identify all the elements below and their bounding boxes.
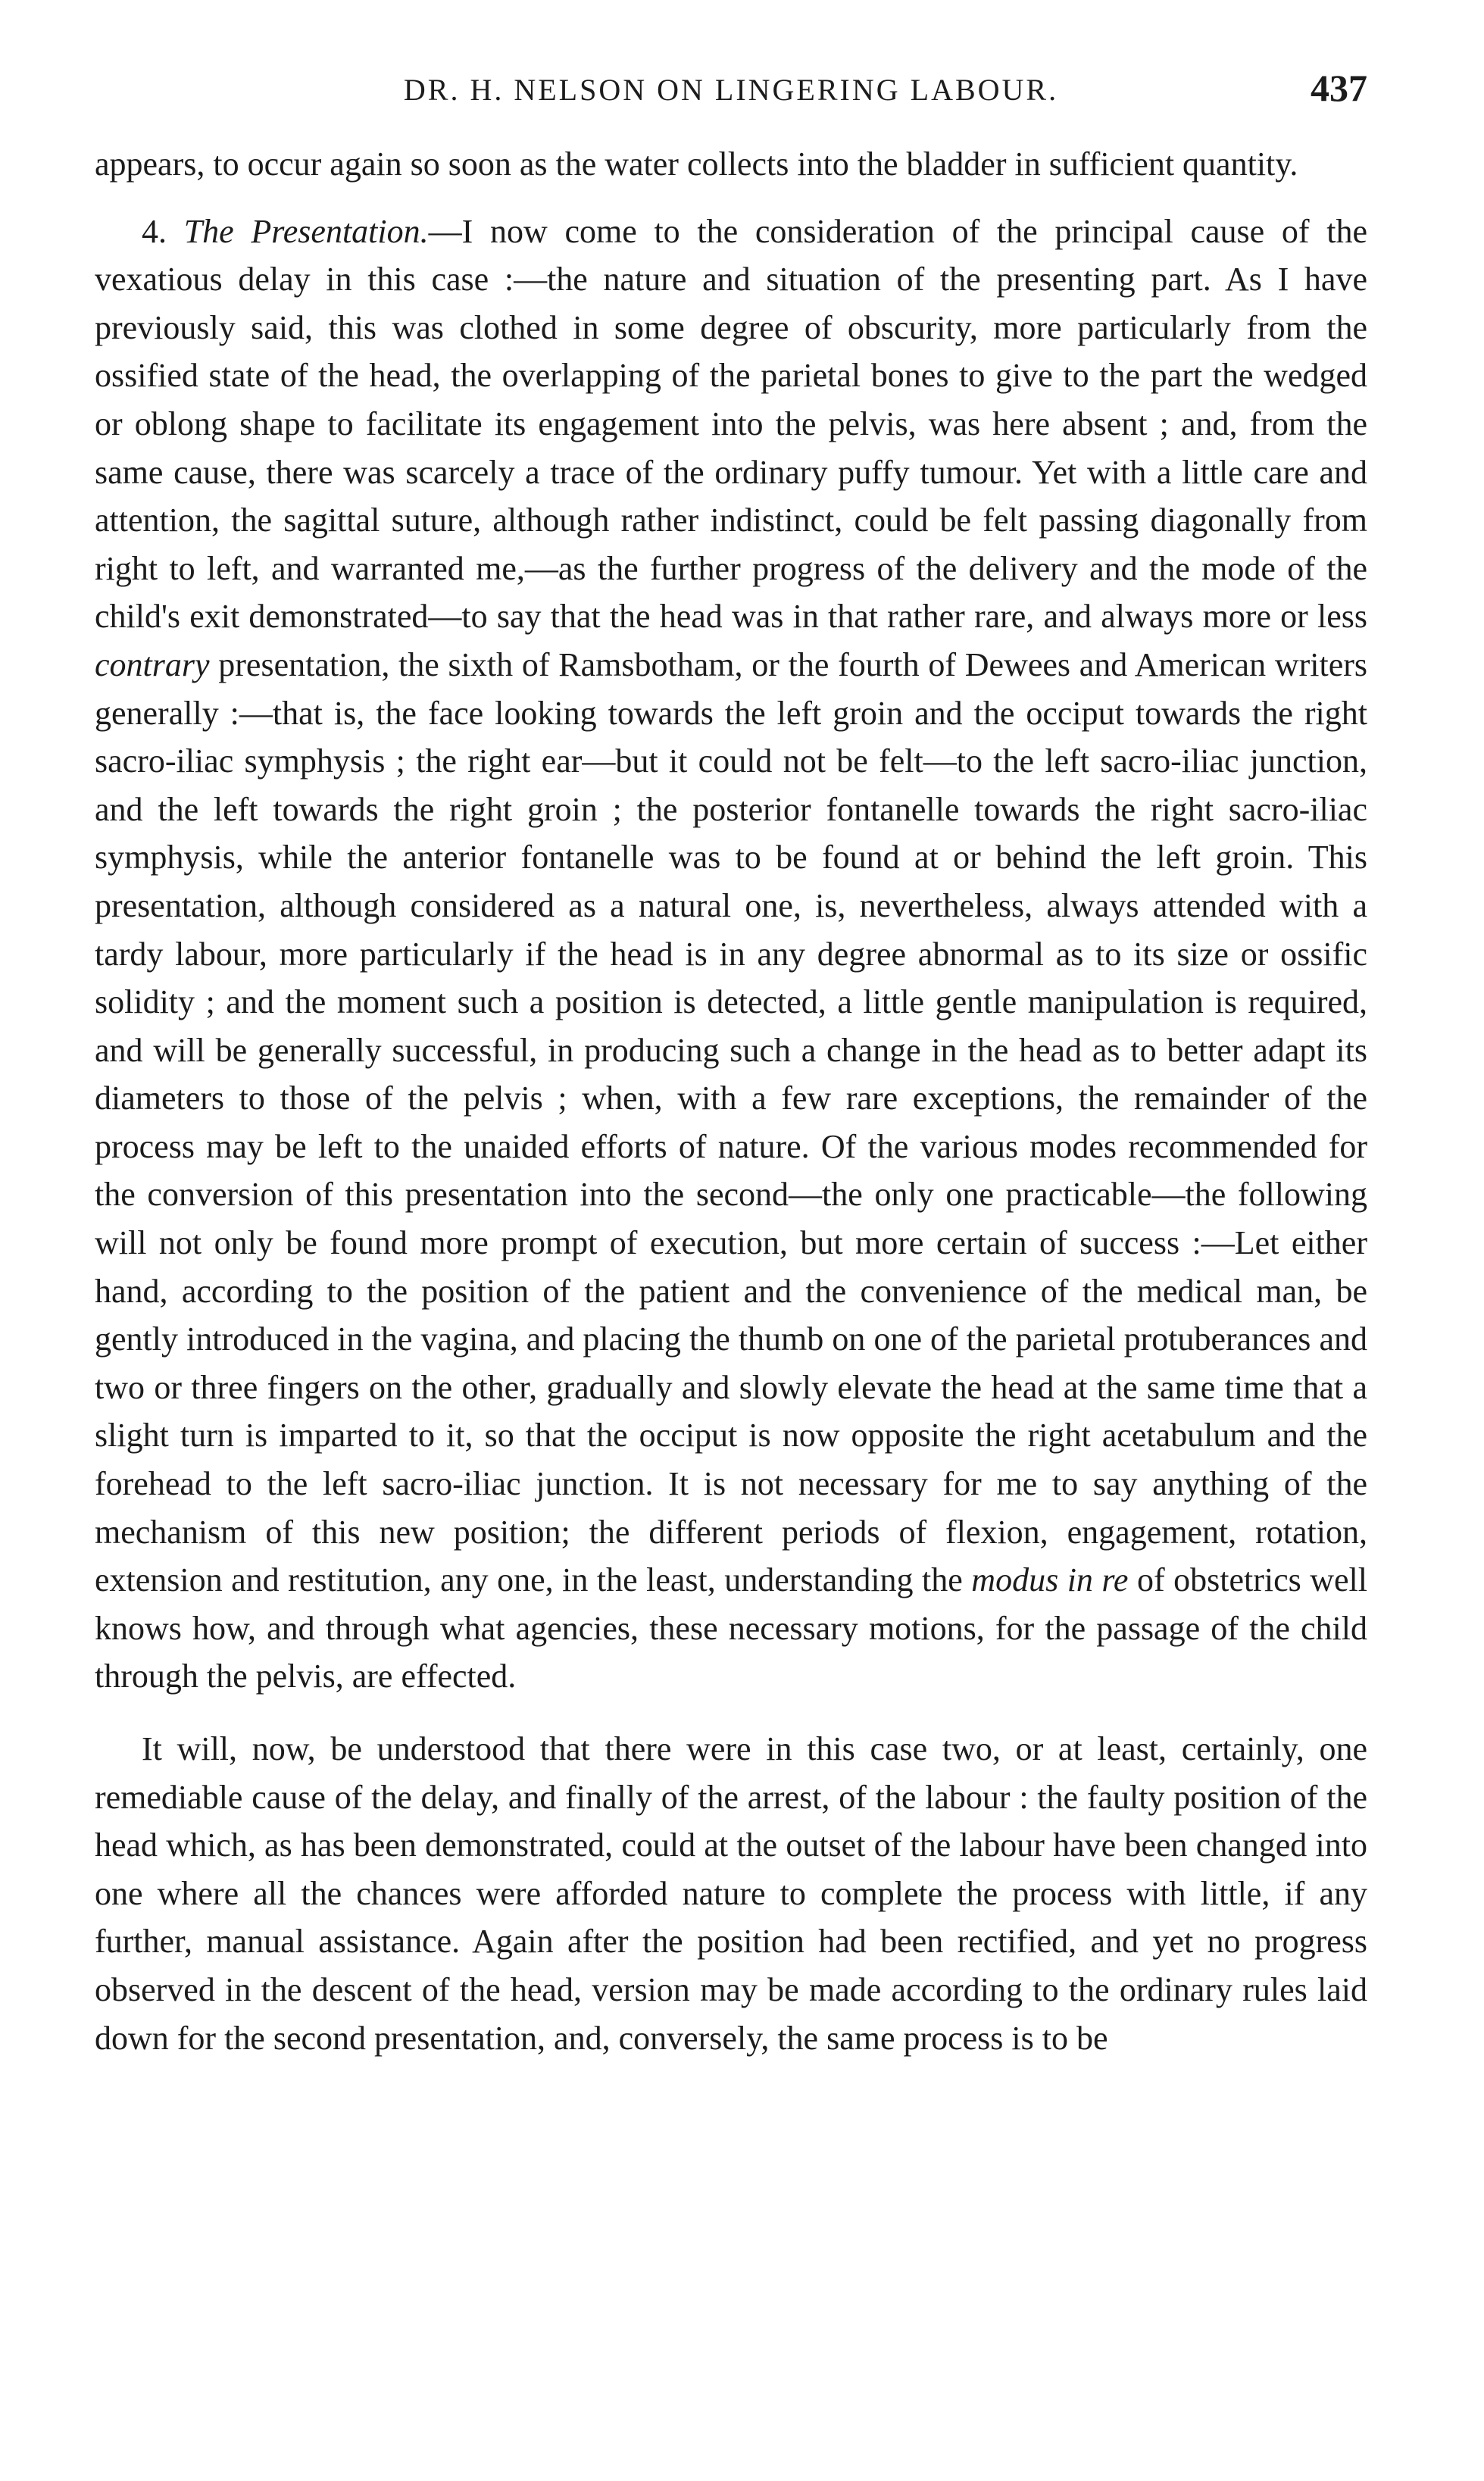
paragraph-text: It will, now, be understood that there were in this case two, or at least, certainly, one remediable cause of the delay, and finally of the arrest, of the labour : the faulty position of the head which, as has been demonstrated, could at the outset of the labour have been changed into one where all the chances were afforded nature to complete the process with little, if any further, manual assistance. Again after the position had been rectified, and yet no progress observed in the descent of the head, version may be made according to the ordinary rules laid down for the second presentation, and, conversely, the same process is to be [95,1730,1367,2057]
paragraph-conclusion [95,1725,1367,2062]
section-number: 4. [142,212,167,250]
paragraph-text: of obstetrics well knows how, and through what agencies, these necessary motions, for the passage of the child through the pelvis, are effected. [95,1561,1367,1695]
section-title: The Presentation. [183,212,429,250]
paragraph-continuation [95,140,1367,189]
page-number: 437 [1311,67,1367,109]
paragraph-presentation [95,208,1367,1701]
emphasis-contrary: contrary [95,645,210,683]
document-page [95,67,1367,2443]
paragraph-text: presentation, the sixth of Ramsbotham, or the fourth of Dewees and American writers generally :—that is, the face looking towards the left groin and the occiput towards the right sacro-iliac symphysis ; the right ear—but it could not be felt—to the left sacro-iliac junction, and the left towards the right groin ; the posterior fontanelle towards the right sacro-iliac symphysis, while the anterior fontanelle was to be found at or behind the left groin. This presentation, although considered as a natural one, is, nevertheless, always attended with a tardy labour, more particularly if the head is in any degree abnormal as to its size or ossific solidity ; and the moment such a position is detected, a little gentle manipulation is required, and will be generally successful, in producing such a change in the head as to better adapt its diameters to those of the pelvis ; when, with a few rare exceptions, the remainder of the process may be left to the unaided efforts of nature. Of the various modes recommended for the conversion of this presentation into the second—the only one practicable—the following will not only be found more prompt of execution, but more certain of success :—Let either hand, according to the position of the patient and the convenience of the medical man, be gently introduced in the vagina, and placing the thumb on one of the parietal protuberances and two or three fingers on the other, gradually and slowly elevate the head at the same time that a slight turn is imparted to it, so that the occiput is now opposite the right acetabulum and the forehead to the left sacro-iliac junction. It is not necessary for me to say anything of the mechanism of this new position; the different periods of flexion, engagement, rotation, extension and restitution, any one, in the least, understanding the [95,645,1367,1599]
paragraph-text: —I now come to the consideration of the principal cause of the vexatious delay in this case :—the nature and situation of the presenting part. As I have previously said, this was clothed in some degree of obscurity, more particularly from the ossified state of the head, the overlapping of the parietal bones to give to the part the wedged or oblong shape to facilitate its engagement into the pelvis, was here absent ; and, from the same cause, there was scarcely a trace of the ordinary puffy tumour. Yet with a little care and attention, the sagittal suture, although rather indistinct, could be felt passing diagonally from right to left, and warranted me,—as the further progress of the delivery and the mode of the child's exit demonstrated—to say that the head was in that rather rare, and always more or less [95,212,1367,636]
paragraph-text: appears, to occur again so soon as the water collects into the bladder in sufficient quantity. [95,145,1298,183]
running-head [95,67,1367,125]
latin-phrase: modus in re [971,1561,1129,1599]
running-title: DR. H. NELSON ON LINGERING LABOUR. [403,73,1059,107]
